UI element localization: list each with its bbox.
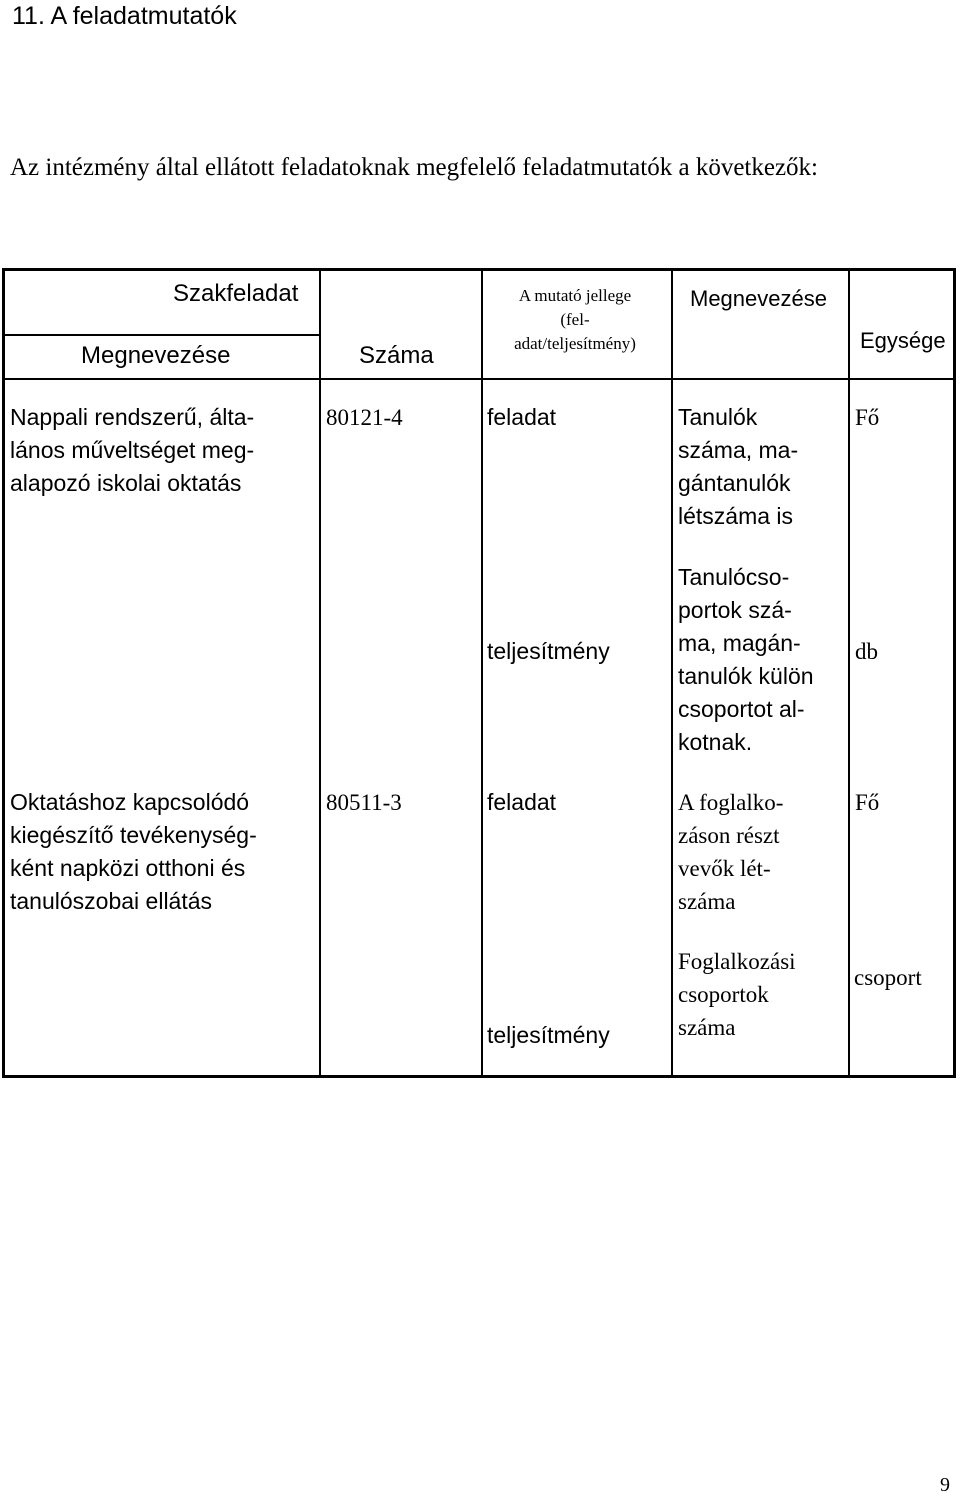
indicator-desc-line: Tanulócso-: [678, 564, 790, 590]
row-2-name-line: tanulószobai ellátás: [10, 888, 213, 914]
row-2-name: [10, 786, 310, 918]
page-heading: 11. A feladatmutatók: [12, 2, 237, 30]
indicator-desc-line: kotnak.: [678, 729, 753, 755]
row-1-indicator-2-unit: db: [855, 639, 878, 664]
row-2-indicator-2-unit: csoport: [854, 965, 922, 990]
indicator-desc-line: csoportot al-: [678, 696, 805, 722]
header-szama: Száma: [359, 342, 434, 369]
row-2-indicator-2-type: teljesítmény: [487, 1022, 610, 1048]
row-2-name-line: kiegészítő tevékenység-: [10, 822, 257, 848]
table-divider: [5, 378, 953, 380]
indicator-desc-line: csoportok: [678, 982, 769, 1007]
row-1-indicator-1-desc: [678, 401, 838, 533]
indicator-desc-line: létszáma is: [678, 503, 794, 529]
indicator-desc-line: záson részt: [678, 823, 780, 848]
table-divider: [671, 271, 673, 1075]
indicator-desc-line: tanulók külön: [678, 663, 814, 689]
row-2-number: 80511-3: [326, 790, 402, 815]
indicator-desc-line: száma: [678, 889, 736, 914]
header-jellege-line: adat/teljesítmény): [514, 334, 636, 353]
row-2-name-line: Oktatáshoz kapcsolódó: [10, 789, 250, 815]
indicator-desc-line: Foglalkozási: [678, 949, 796, 974]
table-divider: [5, 334, 319, 336]
header-mutato-megnevezese: Megnevezése: [690, 286, 827, 311]
header-szakfeladat: Szakfeladat: [173, 280, 299, 307]
indicator-desc-line: vevők lét-: [678, 856, 771, 881]
indicator-desc-line: száma, ma-: [678, 437, 799, 463]
indicator-desc-line: portok szá-: [678, 597, 792, 623]
row-1-number: 80121-4: [326, 405, 403, 430]
row-1-indicator-1-type: feladat: [487, 404, 557, 430]
row-1-name: [10, 401, 310, 500]
header-jellege: [481, 284, 669, 356]
header-egysege: Egysége: [860, 328, 946, 353]
row-1-name-line: alapozó iskolai oktatás: [10, 470, 242, 496]
row-2-name-line: ként napközi otthoni és: [10, 855, 246, 881]
row-1-indicator-2-desc: [678, 561, 838, 759]
row-2-indicator-2-desc: [678, 945, 838, 1044]
row-1-name-line: Nappali rendszerű, álta-: [10, 404, 255, 430]
indicator-desc-line: száma: [678, 1015, 736, 1040]
row-1-indicator-2-type: teljesítmény: [487, 638, 610, 664]
indicator-desc-line: ma, magán-: [678, 630, 801, 656]
intro-paragraph: Az intézmény által ellátott feladatoknak megfelelő feladatmutatók a következők:: [10, 154, 818, 181]
table-divider: [848, 271, 850, 1075]
indicator-desc-line: gántanulók: [678, 470, 791, 496]
row-1-name-line: lános műveltséget meg-: [10, 437, 255, 463]
row-2-indicator-1-type: feladat: [487, 789, 557, 815]
row-2-indicator-1-desc: [678, 786, 838, 918]
indicator-desc-line: A foglalko-: [678, 790, 784, 815]
indicator-desc-line: Tanulók: [678, 404, 758, 430]
page-number: 9: [940, 1474, 950, 1496]
header-jellege-line: A mutató jellege: [518, 286, 632, 305]
header-jellege-line: (fel-: [560, 310, 590, 329]
row-2-indicator-1-unit: Fő: [855, 790, 880, 815]
row-1-indicator-1-unit: Fő: [855, 405, 880, 430]
table-divider: [319, 271, 321, 1075]
header-megnevezese: Megnevezése: [81, 342, 231, 369]
table-divider: [481, 271, 483, 1075]
